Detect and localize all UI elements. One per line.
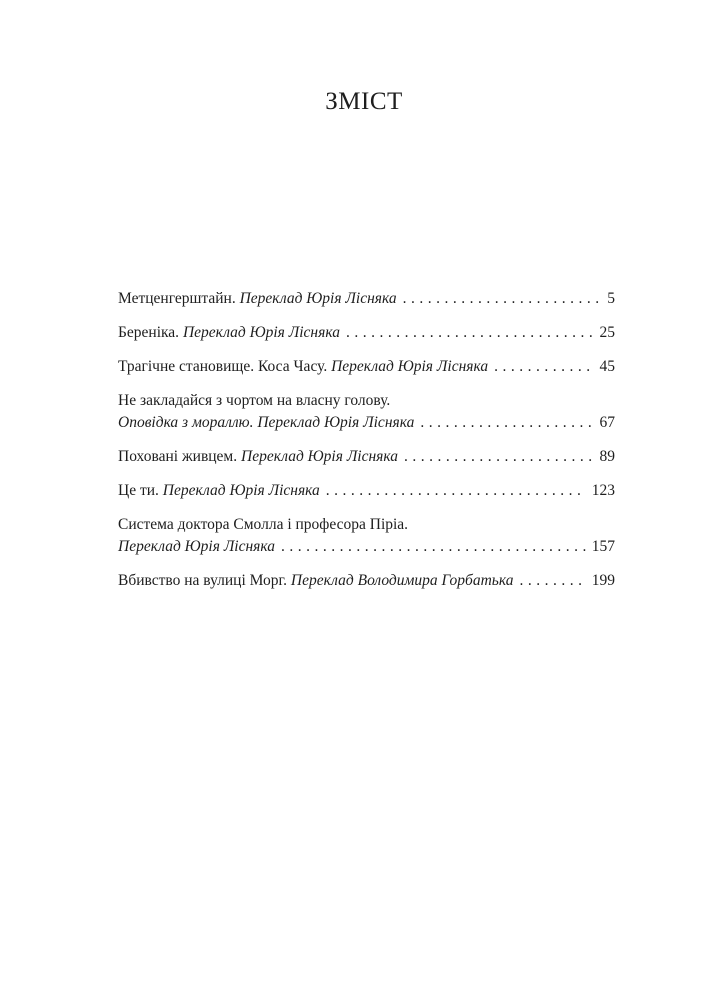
entry-page-number: 45 [599,358,615,375]
page-title: ЗМІСТ [325,88,403,115]
entry-translator: Оповідка з мораллю. Переклад Юрія Лісняка [118,414,415,431]
toc-entry-never-bet[interactable] [118,390,615,434]
entry-translator: Переклад Юрія Лісняка [241,448,399,465]
entry-translator: Переклад Юрія Лісняка [331,358,489,375]
entry-page-number: 157 [591,538,615,555]
dot-leader [346,322,594,344]
toc-entry-line [118,514,615,536]
dot-leader [403,288,602,310]
toc-entry-line [118,412,615,434]
entry-title: Це ти. [118,482,159,499]
dot-leader [494,356,593,378]
dot-leader [420,412,593,434]
entry-title: Метценгерштайн. [118,290,236,307]
entry-translator: Переклад Юрія Лісняка [182,324,340,341]
dot-leader [404,446,593,468]
toc-entry-line [118,356,615,378]
entry-page-number: 25 [599,324,615,341]
entry-title: Поховані живцем. [118,448,238,465]
toc-entry-rue-morgue[interactable] [118,570,615,592]
toc-entry-line [118,536,615,558]
entry-translator: Переклад Юрія Лісняка [118,538,276,555]
toc-entry-line [118,390,615,412]
entry-title: Система доктора Смолла і професора Піріа. [118,516,409,533]
entry-title: Трагічне становище. Коса Часу. [118,358,328,375]
entry-title: Береніка. [118,324,180,341]
entry-title: Вбивство на вулиці Морг. [118,572,288,589]
toc-entry-line [118,322,615,344]
entry-translator: Переклад Юрія Лісняка [162,482,320,499]
entry-title: Не закладайся з чортом на власну голову. [118,392,391,409]
dot-leader [326,480,586,502]
entry-page-number: 5 [607,290,615,307]
toc-entry-line [118,480,615,502]
entry-translator: Переклад Юрія Лісняка [239,290,397,307]
entry-page-number: 67 [599,414,615,431]
toc-entry-premature-burial[interactable] [118,446,615,468]
table-of-contents [118,288,615,592]
entry-page-number: 199 [591,572,615,589]
toc-entry-line [118,446,615,468]
entry-page-number: 89 [599,448,615,465]
dot-leader [281,536,586,558]
toc-entry-berenice[interactable] [118,322,615,344]
entry-translator: Переклад Володимира Горбатька [290,572,514,589]
entry-page-number: 123 [591,482,615,499]
toc-entry-metzengerstein[interactable] [118,288,615,310]
toc-entry-thou-art-the-man[interactable] [118,480,615,502]
toc-entry-predicament[interactable] [118,356,615,378]
toc-entry-tarr-fether[interactable] [118,514,615,558]
toc-entry-line [118,288,615,310]
toc-entry-line [118,570,615,592]
dot-leader [519,570,585,592]
